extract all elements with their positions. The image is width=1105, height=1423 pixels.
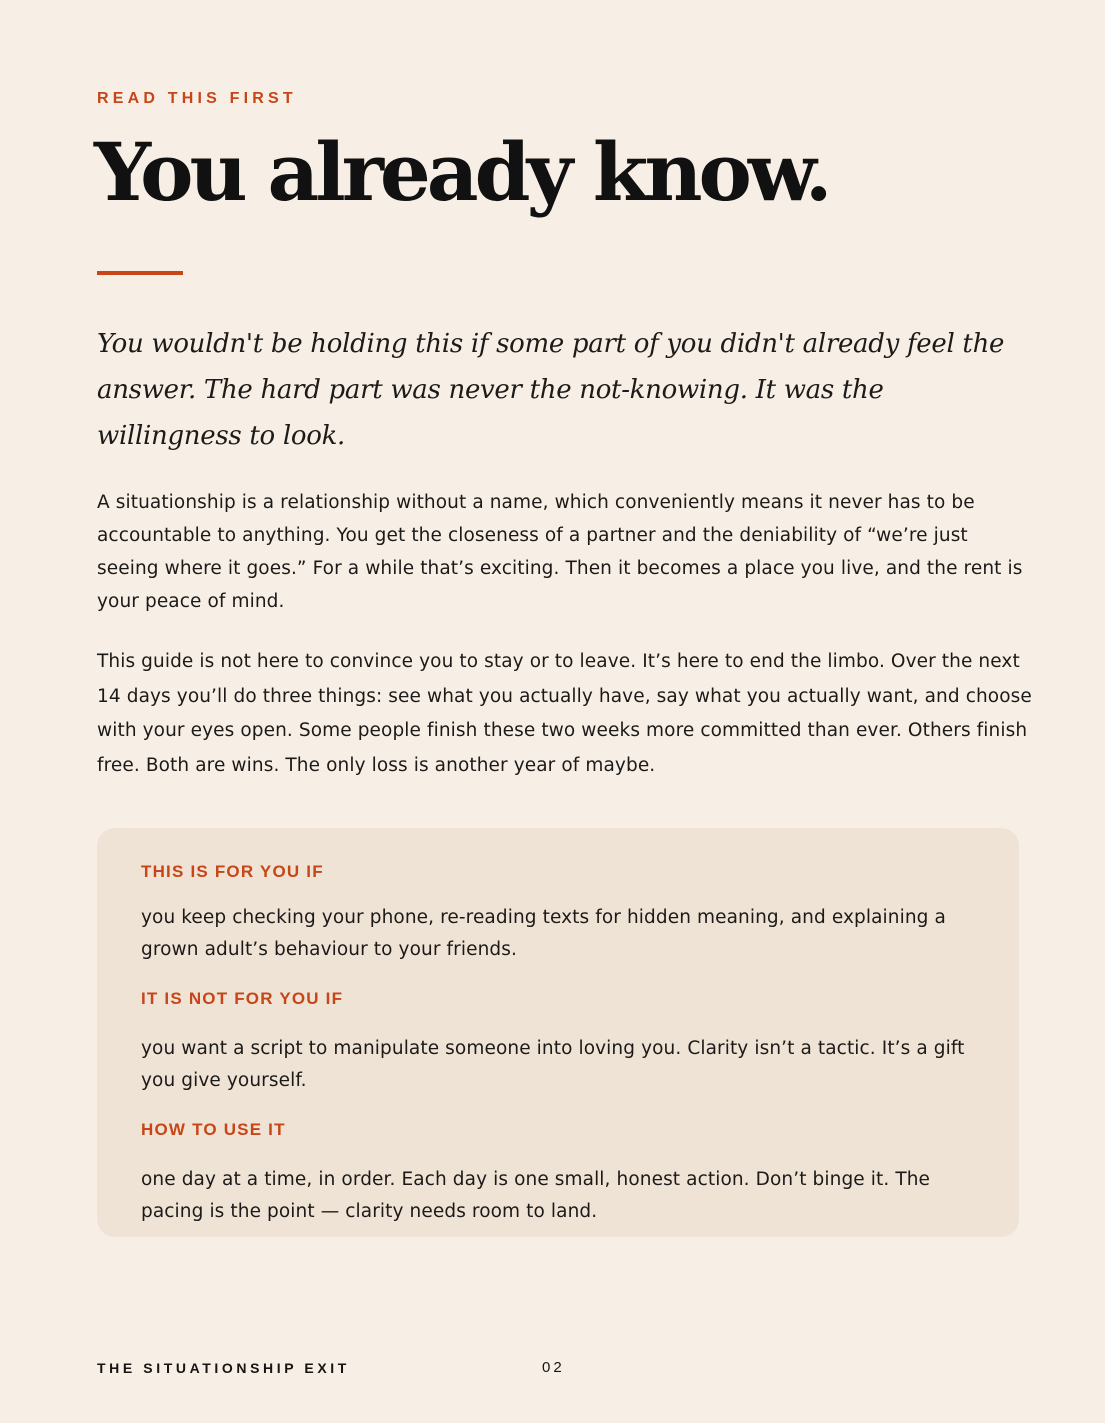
callout-label-how-to-use: HOW TO USE IT [141,1120,286,1139]
footer-page-number: 02 [542,1359,565,1376]
callout-text-for-you: you keep checking your phone, re-reading texts for hidden meaning, and explaining a grown adult’s behaviour to your friends. [141,907,946,960]
callout-label-not-for-you: IT IS NOT FOR YOU IF [141,989,344,1008]
footer-book-title: THE SITUATIONSHIP EXIT [97,1360,350,1376]
page-title: You already know. [94,125,829,219]
info-callout-box [97,828,1019,1237]
callout-text-not-for-you: you want a script to manipulate someone into loving you. Clarity isn’t a tactic. It’s a gift you give yourself. [141,1038,965,1091]
accent-divider [97,271,183,275]
body-paragraph-2: This guide is not here to convince you to stay or to leave. It’s here to end the limbo. Over the next 14 days you’ll do three things: see what you actually have, say what you actually want, and choose with your eyes open. Some people finish these two weeks more committed than ever. Others finish free. Both are wins. The only loss is another year of maybe. [97,651,1032,777]
section-eyebrow: READ THIS FIRST [97,90,297,107]
document-page [94,0,1032,1423]
callout-text-how-to-use: one day at a time, in order. Each day is one small, honest action. Don’t binge it. The pacing is the point — clarity needs room to land. [141,1169,931,1222]
lead-paragraph: You wouldn't be holding this if some part of you didn't already feel the answer. The hard part was never the not-knowing. It was the willingness to look. [97,329,1005,451]
callout-label-for-you: THIS IS FOR YOU IF [141,862,324,881]
body-paragraph-1: A situationship is a relationship without a name, which conveniently means it never has to be accountable to anything. You get the closeness of a partner and the deniability of “we’re just seeing where it goes.” For a while that’s exciting. Then it becomes a place you live, and the rent is your peace of mind. [97,492,1023,612]
